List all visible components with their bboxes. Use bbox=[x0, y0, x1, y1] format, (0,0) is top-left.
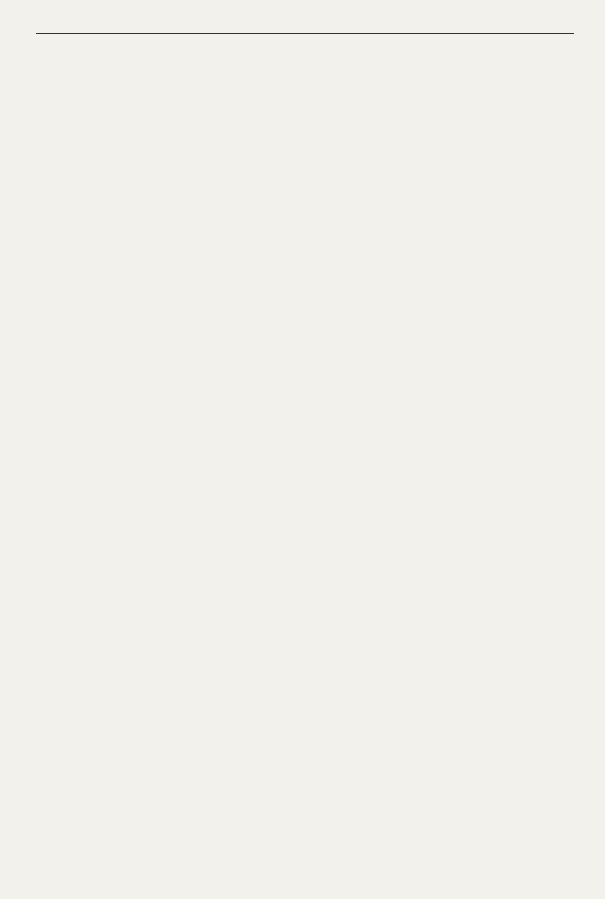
header-rule bbox=[36, 33, 574, 34]
